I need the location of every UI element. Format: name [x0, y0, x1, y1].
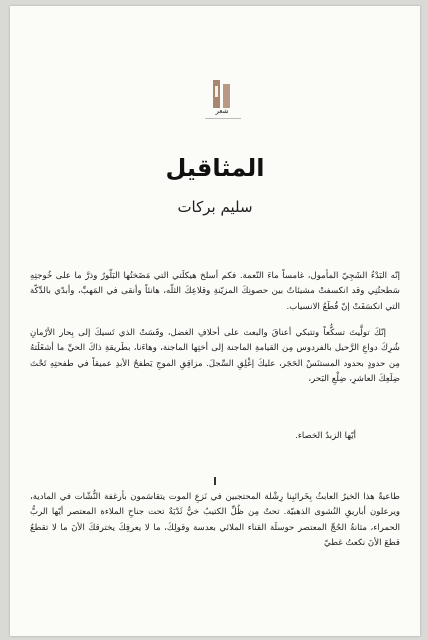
section-mark: [214, 477, 216, 485]
poem-title: المثاقيل: [165, 154, 265, 182]
paragraph-3: طاعيةٌ هذا الخيرُ العابثُ بِخَرائبِنا رِشْلة المحتجبين في نَزعِ الموت يتقاسَمون بأرغفة النُّشّات في المادية، ويرعلون أباريقِ النُشوى الذهبيّة. تحتٌ مِن ظُلِّ الكتيبُ خيٌّ ثَدْيَةٌ تحت جناحِ الملاءة المعتصر أيّها الربُّ الحمراء، مثانةُ الحُجِّ المعتصر حوسلَة القناء الملائي بعدسة وقولِكَ، ما لا يعرفِكَ يخترقكَ الأنَ ما لا تقطعُ قطعَ الأنَ نكعتُ غطيّ: [30, 492, 400, 548]
paragraph-2: [30, 326, 400, 387]
book-page: [10, 6, 420, 636]
publisher-logo: [210, 80, 238, 110]
logo-bar-right: [223, 84, 230, 108]
verse-line: أيّها الزبدُ الخصاء.: [295, 431, 356, 441]
author-name: سليم بركات: [177, 198, 253, 216]
logo-label: شعر: [215, 107, 229, 115]
logo-rule: [205, 118, 241, 119]
paragraph-2-text: إنّكَ تولَّيتَ تسكُّعاً وتتبكي أعناقَ والبعث على أحلافِ الغضل، وقَسَتْ الذي تَسيكَ إلى بِحار الأرْمانِ شُرِكَ دواعِ الرَّحيل بالفردوس مِن القيامةِ الماجنة إلى أختِها الماجنة، وهاءَنا، بطَريقةِ ذاكَ الحيِّ ما أشغَلَتهُ مِن حدودٍ بحدود المستنَسْ الحَجَر، عليكَ إغْلِقِ السِّجلَ. مزاقِقِ الموجِ يَطفحُ الأبدِ عميقاً في طفحتِهِ تَحْتَ ضِلَعِكَ العاشرِ، ضِلْعِ البَحر،: [30, 328, 400, 384]
logo-mark: [215, 86, 218, 97]
paragraph-1: إنّه البَدْءُ الشَجِيّ المأمول، غامساً ماءَ النّعمة. فكم أسلخ هيكلَتي التي مَضَختُها البَلّورُ وذرَّ ما على خُوجتِهِ سَطحتُنِي وقد انكسفتْ مشيئاتٌ بين حصونِكَ المزيّنةِ وقلاعِكَ الثلّه، هانئاً وأنقى في المَهبِّ، وأبدّي بالدِّكّة التي انكسَفَتْ إنّ قُطَعُ الانسياب.: [30, 271, 400, 312]
